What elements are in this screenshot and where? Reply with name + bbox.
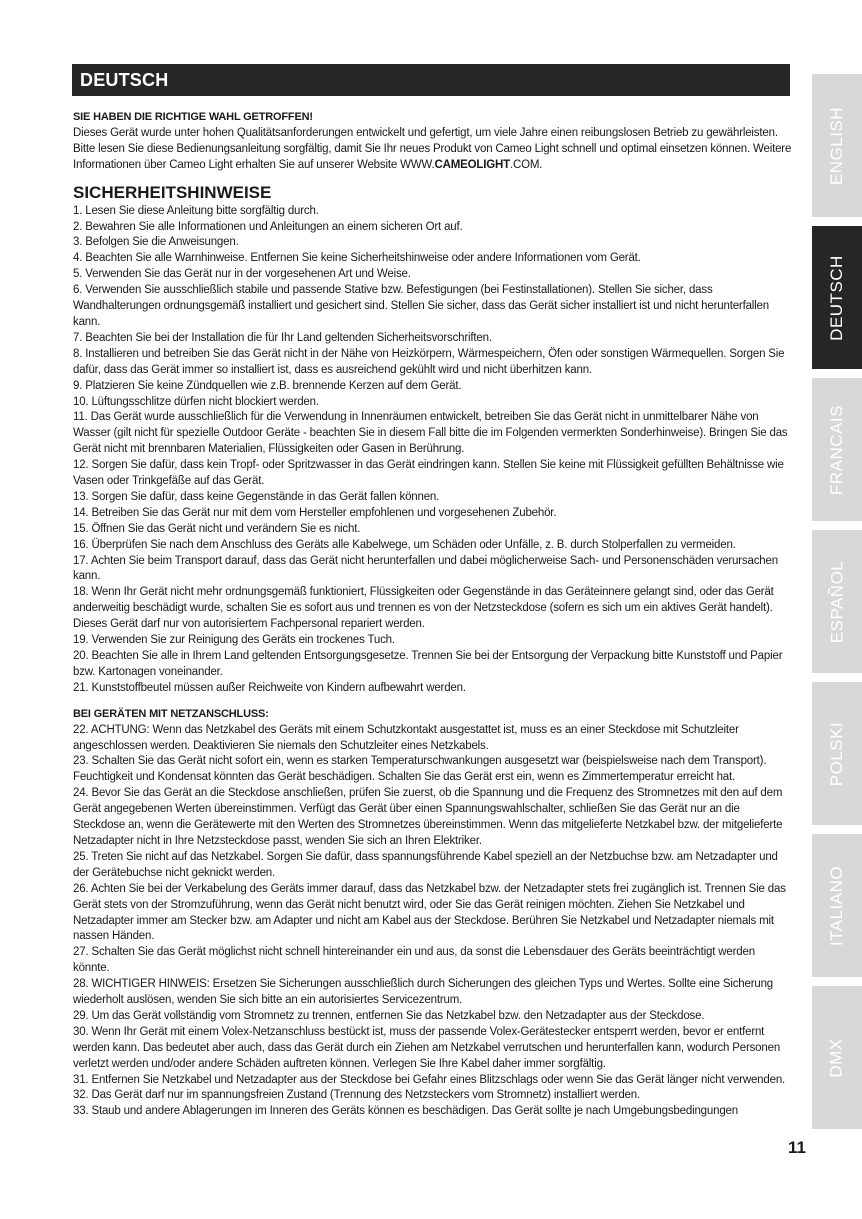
list-item: 32. Das Gerät darf nur im spannungsfreien Zustand (Trennung des Netzsteckers vom Stromnetz) installiert werden. [73, 1089, 640, 1102]
section-title: DEUTSCH [80, 70, 169, 90]
language-tab-label: DMX [827, 1037, 846, 1078]
language-tab-label: ITALIANO [827, 865, 847, 946]
language-tab-italiano[interactable] [812, 834, 862, 977]
list-item: 17. Achten Sie beim Transport darauf, dass das Gerät nicht herunterfallen und dabei möglicherweise Sach- und Personenschäden verursachen kann. [73, 554, 778, 583]
language-tab-francais[interactable] [812, 378, 862, 521]
intro-heading: SIE HABEN DIE RICHTIGE WAHL GETROFFEN! [73, 111, 313, 123]
list-item: 5. Verwenden Sie das Gerät nur in der vorgesehenen Art und Weise. [73, 268, 411, 281]
intro-paragraph [73, 126, 793, 174]
list-item: 18. Wenn Ihr Gerät nicht mehr ordnungsgemäß funktioniert, Flüssigkeiten oder Gegenstände in das Geräteinnere gelangt sind, oder das Gerät anderweitig beschädigt wurde, schalten Sie es sofort aus und trennen es von der Netzsteckdose (sofern es sich um ein aktives Gerät handelt). Dieses Gerät darf nur von autorisiertem Fachpersonal repariert werden. [73, 586, 774, 631]
list-item: 20. Beachten Sie alle in Ihrem Land geltenden Entsorgungsgesetze. Trennen Sie bei der Entsorgung der Verpackung bitte Kunststoff und Papier bzw. Kartonagen voneinander. [73, 650, 783, 678]
list-item: 33. Staub und andere Ablagerungen im Inneren des Geräts können es beschädigen. Das Gerät sollte je nach Umgebungsbedingungen [73, 1105, 738, 1118]
list-item: 13. Sorgen Sie dafür, dass keine Gegenstände in das Gerät fallen können. [73, 490, 440, 503]
list-item: 15. Öffnen Sie das Gerät nicht und verändern Sie es nicht. [73, 522, 361, 535]
list-item: 1. Lesen Sie diese Anleitung bitte sorgfältig durch. [73, 204, 319, 217]
list-item: 28. WICHTIGER HINWEIS: Ersetzen Sie Sicherungen ausschließlich durch Sicherungen des gleichen Typs und Wertes. Sollte eine Sicherung wiederholt auslösen, wenden Sie sich bitte an ein autorisiertes Servicezentrum. [73, 978, 774, 1007]
page-content [73, 110, 793, 1120]
safety-heading: SICHERHEITSHINWEISE [73, 182, 272, 202]
list-item: 11. Das Gerät wurde ausschließlich für die Verwendung in Innenräumen entwickelt, betreiben Sie das Gerät nicht in unmittelbarer Nähe von Wasser (gilt nicht für spezielle Outdoor Geräte - beachten Sie in diesem Fall bitte die im Folgenden vermerkten Sonderhinweise). Bringen Sie das Gerät nicht mit brennbaren Materialien, Flüssigkeiten oder Gasen in Berührung. [73, 411, 788, 456]
list-item: 8. Installieren und betreiben Sie das Gerät nicht in der Nähe von Heizkörpern, Wärmespeichern, Öfen oder sonstigen Wärmequellen. Sorgen Sie dafür, dass das Gerät immer so installiert ist, dass es ausreichend gekühlt wird und nicht überhitzen kann. [73, 347, 785, 376]
list-item: 14. Betreiben Sie das Gerät nur mit dem vom Hersteller empfohlenen und vorgesehenen Zubehör. [73, 506, 557, 519]
list-item: 16. Überprüfen Sie nach dem Anschluss des Geräts alle Kabelwege, um Schäden oder Unfälle, z. B. durch Stolperfallen zu vermeiden. [73, 538, 736, 551]
list-item: 4. Beachten Sie alle Warnhinweise. Entfernen Sie keine Sicherheitshinweise oder andere Informationen vom Gerät. [73, 252, 641, 265]
page-number: 11 [788, 1138, 806, 1157]
list-item: 9. Platzieren Sie keine Zündquellen wie z.B. brennende Kerzen auf dem Gerät. [73, 379, 462, 392]
list-item: 24. Bevor Sie das Gerät an die Steckdose anschließen, prüfen Sie zuerst, ob die Spannung und die Frequenz des Stromnetzes mit den auf dem Gerät angegebenen Werten übereinstimmen. Verfügt das Gerät über einen Spannungswahlschalter, schließen Sie das Gerät nur an die Steckdose an, wenn die Gerätewerte mit den Werten des Stromnetzes übereinstimmen. Wenn das mitgelieferte Netzkabel bzw. der mitgelieferte Netzadapter nicht in Ihre Netzsteckdose passt, wenden Sie sich an Ihren Elektriker. [73, 787, 783, 847]
language-tab-label: ENGLISH [827, 106, 847, 185]
list-item: 7. Beachten Sie bei der Installation die für Ihr Land geltenden Sicherheitsvorschriften. [73, 331, 492, 344]
website-suffix: .COM. [509, 158, 543, 171]
list-item: 12. Sorgen Sie dafür, dass kein Tropf- oder Spritzwasser in das Gerät eindringen kann. Stellen Sie keine mit Flüssigkeit gefüllten Behältnisse wie Vasen oder Trinkgefäße auf das Gerät. [73, 459, 784, 488]
mains-list [73, 723, 793, 1121]
mains-heading: BEI GERÄTEN MIT NETZANSCHLUSS: [73, 707, 269, 720]
list-item: 2. Bewahren Sie alle Informationen und Anleitungen an einem sicheren Ort auf. [73, 220, 463, 233]
list-item: 10. Lüftungsschlitze dürfen nicht blockiert werden. [73, 395, 319, 408]
language-tab-label: FRANCAIS [827, 404, 846, 495]
list-item: 30. Wenn Ihr Gerät mit einem Volex-Netzanschluss bestückt ist, muss der passende Volex-Gerätestecker entsperrt werden, bevor er entfernt werden kann. Das bedeutet aber auch, dass das Gerät durch ein Ziehen am Netzkabel verrutschen und herunterfallen kann, wodurch Personen verletzt werden und/oder andere Schäden auftreten können. Verlegen Sie Ihre Kabel daher immer sorgfältig. [73, 1025, 781, 1070]
language-tab-dmx[interactable] [812, 986, 862, 1129]
language-tab-deutsch[interactable] [812, 226, 862, 369]
list-item: 27. Schalten Sie das Gerät möglichst nicht schnell hintereinander ein und aus, da sonst die Lebensdauer des Geräts beeinträchtigt werden könnte. [73, 946, 755, 975]
list-item: 25. Treten Sie nicht auf das Netzkabel. Sorgen Sie dafür, dass spannungsführende Kabel speziell an der Netzbuchse bzw. am Netzadapter und der Gerätebuchse nicht geknickt werden. [73, 850, 778, 879]
list-item: 19. Verwenden Sie zur Reinigung des Geräts ein trockenes Tuch. [73, 634, 395, 647]
list-item: 26. Achten Sie bei der Verkabelung des Geräts immer darauf, dass das Netzkabel bzw. der Netzadapter stets frei zugänglich ist. Trennen Sie das Gerät stets von der Stromzuführung, wenn das Gerät nicht benutzt wird, oder Sie das Gerät reinigen möchten. Ziehen Sie Netzkabel und Netzadapter immer am Stecker bzw. am Adapter und nicht am Kabel aus der Steckdose. Berühren Sie Netzkabel und Netzadapter niemals mit nassen Händen. [73, 882, 786, 943]
list-item: 29. Um das Gerät vollständig vom Stromnetz zu trennen, entfernen Sie das Netzkabel bzw. den Netzadapter aus der Steckdose. [73, 1009, 705, 1022]
list-item: 6. Verwenden Sie ausschließlich stabile und passende Stative bzw. Befestigungen (bei Festinstallationen). Stellen Sie sicher, dass Wandhalterungen ordnungsgemäß installiert und gesichert sind. Stellen Sie sicher, dass das Gerät sicher installiert ist und nicht herunterfallen kann. [73, 284, 769, 328]
language-section-header [72, 64, 790, 96]
language-tab-español[interactable] [812, 530, 862, 673]
safety-list [73, 204, 793, 697]
list-item: 31. Entfernen Sie Netzkabel und Netzadapter aus der Steckdose bei Gefahr eines Blitzschlags oder wenn Sie das Gerät länger nicht verwenden. [73, 1073, 786, 1086]
language-tab-label: ESPAÑOL [827, 560, 846, 643]
language-tab-label: DEUTSCH [827, 254, 847, 341]
language-tab-polski[interactable] [812, 682, 862, 825]
list-item: 21. Kunststoffbeutel müssen außer Reichweite von Kindern aufbewahrt werden. [73, 681, 466, 694]
website-name: CAMEOLIGHT [434, 158, 510, 171]
list-item: 23. Schalten Sie das Gerät nicht sofort ein, wenn es starken Temperaturschwankungen ausgesetzt war (beispielsweise nach dem Transport). Feuchtigkeit und Kondensat könnten das Gerät beschädigen. Schalten Sie das Gerät erst ein, wenn es Zimmertemperatur erreicht hat. [73, 755, 767, 784]
list-item: 3. Befolgen Sie die Anweisungen. [73, 236, 239, 249]
intro-text: Dieses Gerät wurde unter hohen Qualitätsanforderungen entwickelt und gefertigt, um viele Jahre einen reibungslosen Betrieb zu gewährleisten. Bitte lesen Sie diese Bedienungsanleitung sorgfältig, damit Sie Ihr neues Produkt von Cameo Light schnell und optimal einsetzen können. Weitere Informationen über Cameo Light erhalten Sie auf unserer Website WWW. [73, 126, 792, 171]
language-tab-english[interactable] [812, 74, 862, 217]
language-tab-label: POLSKI [827, 721, 847, 786]
list-item: 22. ACHTUNG: Wenn das Netzkabel des Geräts mit einem Schutzkontakt ausgestattet ist, muss es an einer Steckdose mit Schutzleiter angeschlossen werden. Deaktivieren Sie niemals den Schutzleiter eines Netzkabels. [73, 723, 739, 752]
